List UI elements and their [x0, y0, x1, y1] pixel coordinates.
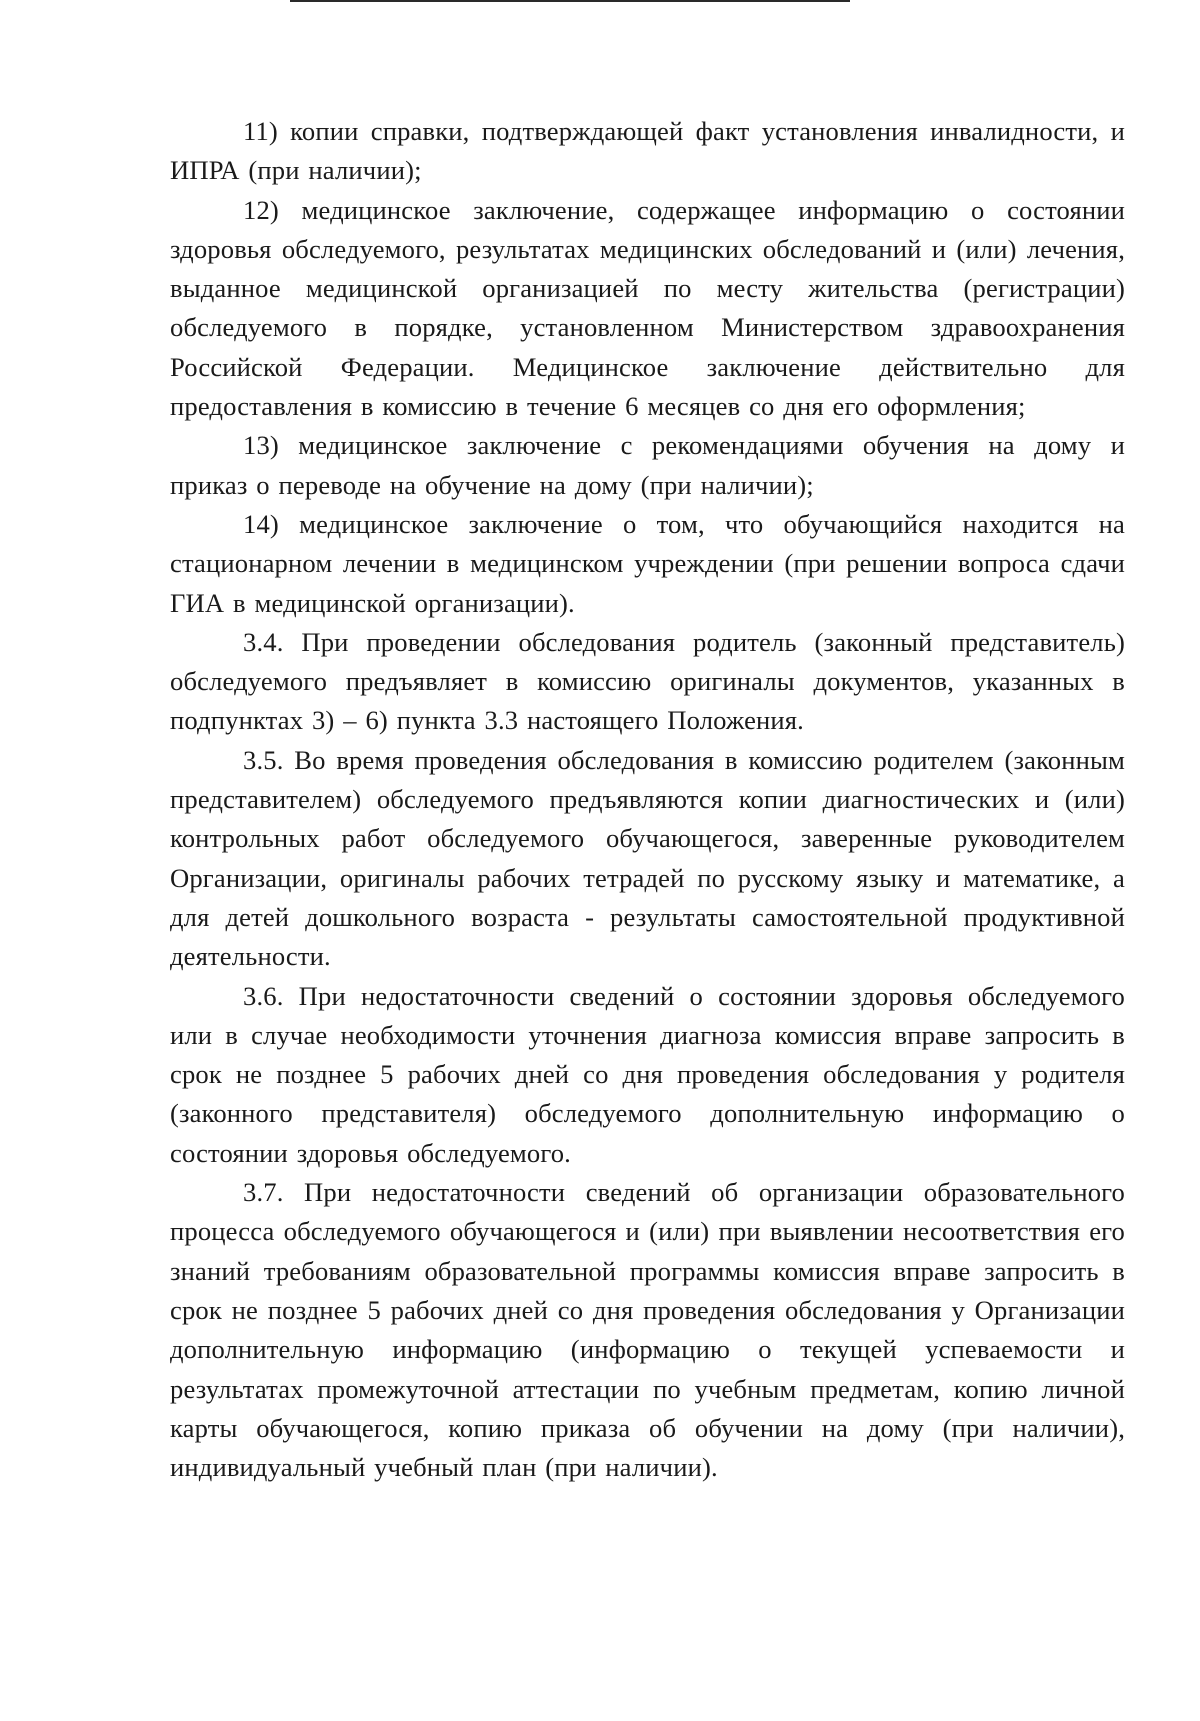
paragraph-item-13: 13) медицинское заключение с рекомендациями обучения на дому и приказ о переводе на обучение на дому (при наличии); — [170, 430, 1125, 500]
paragraph-item-14: 14) медицинское заключение о том, что обучающийся находится на стационарном лечении в медицинском учреждении (при решении вопроса сдачи ГИА в медицинской организации). — [170, 508, 1125, 618]
paragraph-item-11: 11) копии справки, подтверждающей факт установления инвалидности, и ИПРА (при наличии); — [170, 116, 1125, 186]
paragraph-3-7: 3.7. При недостаточности сведений об организации образовательного процесса обследуемого обучающегося и (или) при выявлении несоответствия его знаний требованиям образовательной программы комиссия вправе запросить в срок не позднее 5 рабочих дней со дня проведения обследования у Организации дополнительную информацию (информацию о текущей успеваемости и результатах промежуточной аттестации по учебным предметам, копию личной карты обучающегося, копию приказа об обучении на дому (при наличии), индивидуальный учебный план (при наличии). — [170, 1177, 1125, 1483]
scan-top-edge — [290, 0, 850, 2]
paragraph-3-5: 3.5. Во время проведения обследования в комиссию родителем (законным представителем) обследуемого предъявляются копии диагностических и (или) контрольных работ обследуемого обучающегося, заверенные руководителем Организации, оригиналы рабочих тетрадей по русскому языку и математике, а для детей дошкольного возраста - результаты самостоятельной продуктивной деятельности. — [170, 744, 1125, 972]
paragraph-item-12: 12) медицинское заключение, содержащее информацию о состоянии здоровья обследуемого, результатах медицинских обследований и (или) лечения, выданное медицинской организацией по месту жительства (регистрации) обследуемого в порядке, установленном Министерством здравоохранения Российской Федерации. Медицинское заключение действительно для предоставления в комиссию в течение 6 месяцев со дня его оформления; — [170, 194, 1125, 422]
document-body — [170, 112, 1125, 1487]
paragraph-3-6: 3.6. При недостаточности сведений о состоянии здоровья обследуемого или в случае необходимости уточнения диагноза комиссия вправе запросить в срок не позднее 5 рабочих дней со дня проведения обследования у родителя (законного представителя) обследуемого дополнительную информацию о состоянии здоровья обследуемого. — [170, 980, 1125, 1168]
paragraph-3-4: 3.4. При проведении обследования родитель (законный представитель) обследуемого предъявляет в комиссию оригиналы документов, указанных в подпунктах 3) – 6) пункта 3.3 настоящего Положения. — [170, 626, 1125, 736]
